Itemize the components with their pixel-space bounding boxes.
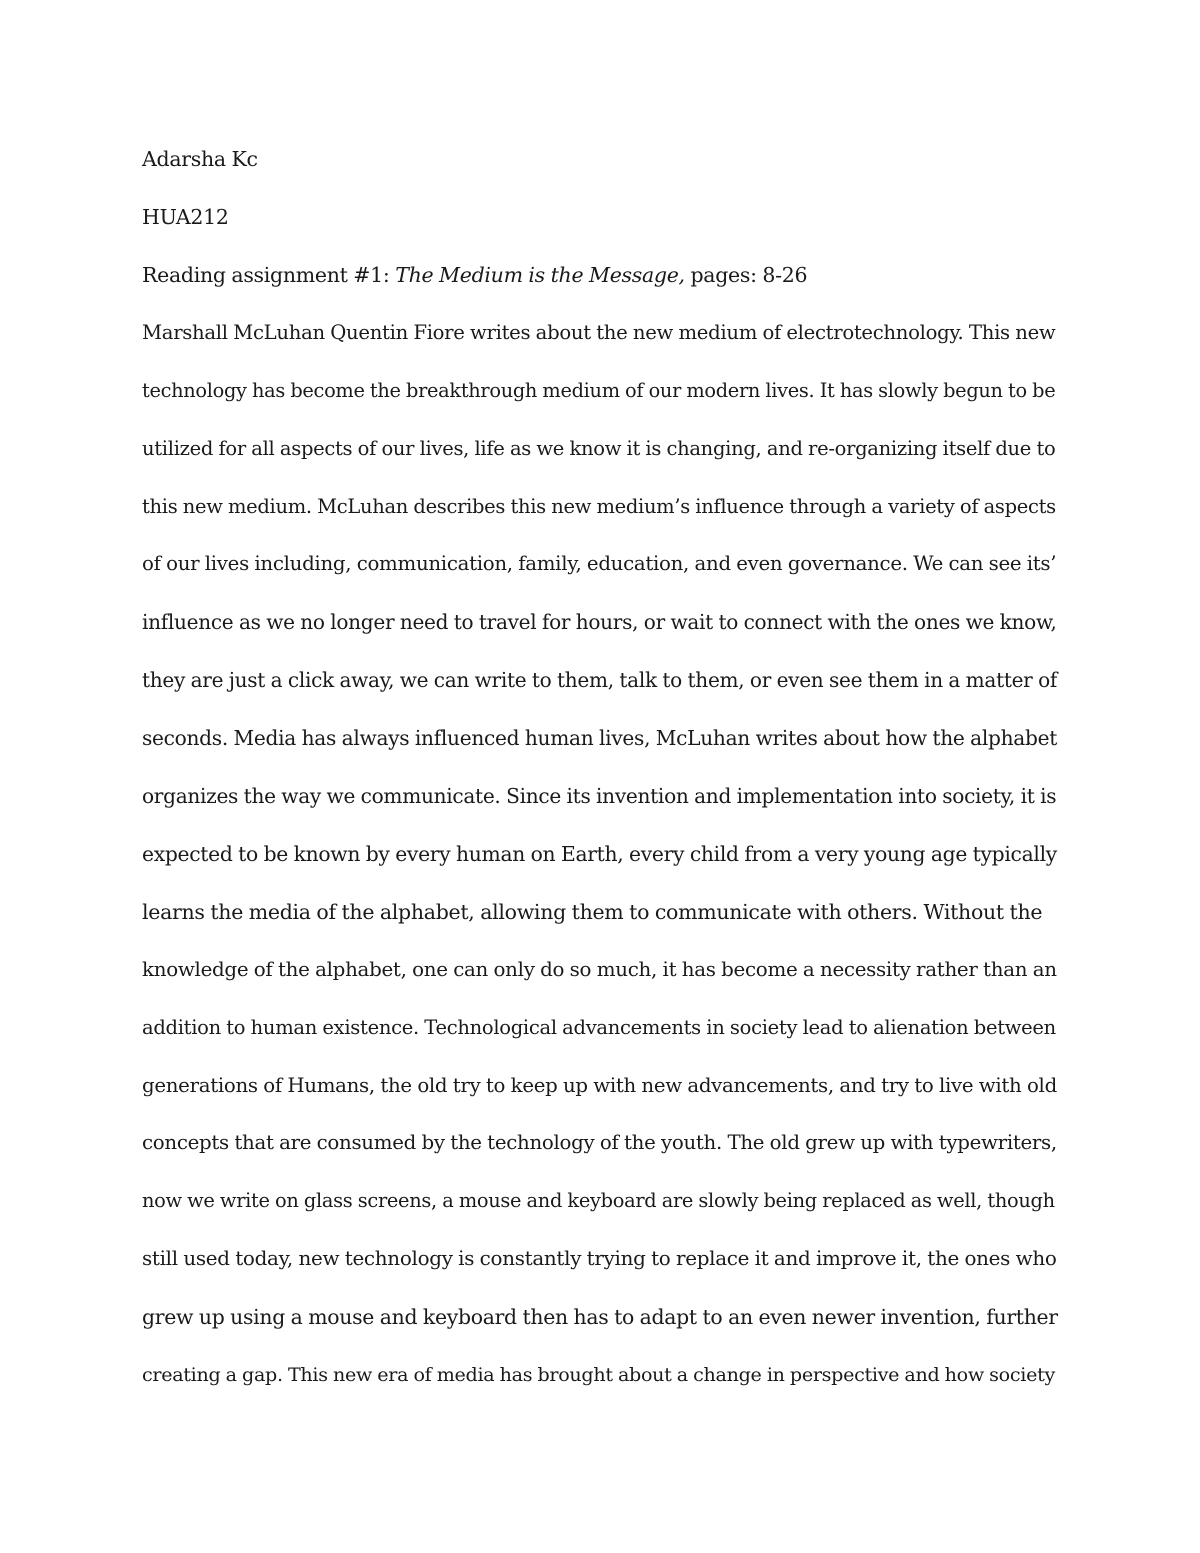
author-name: Adarsha Kc xyxy=(142,147,258,171)
body-line: utilized for all aspects of our lives, life as we know it is changing, and re-organizing itself due to xyxy=(142,437,1056,460)
body-line: this new medium. McLuhan describes this new medium’s influence through a variety of aspects xyxy=(142,495,1056,518)
body-line: addition to human existence. Technological advancements in society lead to alienation between xyxy=(142,1016,1056,1039)
body-line: knowledge of the alphabet, one can only do so much, it has become a necessity rather than an xyxy=(142,958,1057,981)
body-line: concepts that are consumed by the technology of the youth. The old grew up with typewriters, xyxy=(142,1131,1057,1154)
body-line: grew up using a mouse and keyboard then has to adapt to an even newer invention, further xyxy=(142,1305,1058,1329)
body-line: they are just a click away, we can write to them, talk to them, or even see them in a matter of xyxy=(142,668,1057,692)
body-line: learns the media of the alphabet, allowing them to communicate with others. Without the xyxy=(142,900,1043,924)
body-line: now we write on glass screens, a mouse and keyboard are slowly being replaced as well, though xyxy=(142,1189,1055,1212)
body-line: technology has become the breakthrough medium of our modern lives. It has slowly begun to be xyxy=(142,379,1056,402)
assignment-pages: pages: 8-26 xyxy=(684,263,808,287)
body-line: still used today, new technology is constantly trying to replace it and improve it, the ones who xyxy=(142,1247,1057,1270)
body-line: of our lives including, communication, family, education, and even governance. We can see its’ xyxy=(142,552,1057,575)
body-line: seconds. Media has always influenced human lives, McLuhan writes about how the alphabet xyxy=(142,726,1058,750)
assignment-prefix: Reading assignment #1: xyxy=(142,263,396,287)
assignment-heading xyxy=(142,263,807,287)
body-line: organizes the way we communicate. Since its invention and implementation into society, it is xyxy=(142,784,1057,808)
body-line: expected to be known by every human on Earth, every child from a very young age typically xyxy=(142,842,1057,866)
course-code: HUA212 xyxy=(142,205,229,229)
body-line: generations of Humans, the old try to keep up with new advancements, and try to live with old xyxy=(142,1074,1057,1097)
body-line: influence as we no longer need to travel for hours, or wait to connect with the ones we know, xyxy=(142,610,1057,634)
assignment-title: The Medium is the Message, xyxy=(395,263,685,287)
body-line: Marshall McLuhan Quentin Fiore writes about the new medium of electrotechnology. This new xyxy=(142,321,1056,344)
body-line: creating a gap. This new era of media has brought about a change in perspective and how society xyxy=(142,1363,1055,1386)
